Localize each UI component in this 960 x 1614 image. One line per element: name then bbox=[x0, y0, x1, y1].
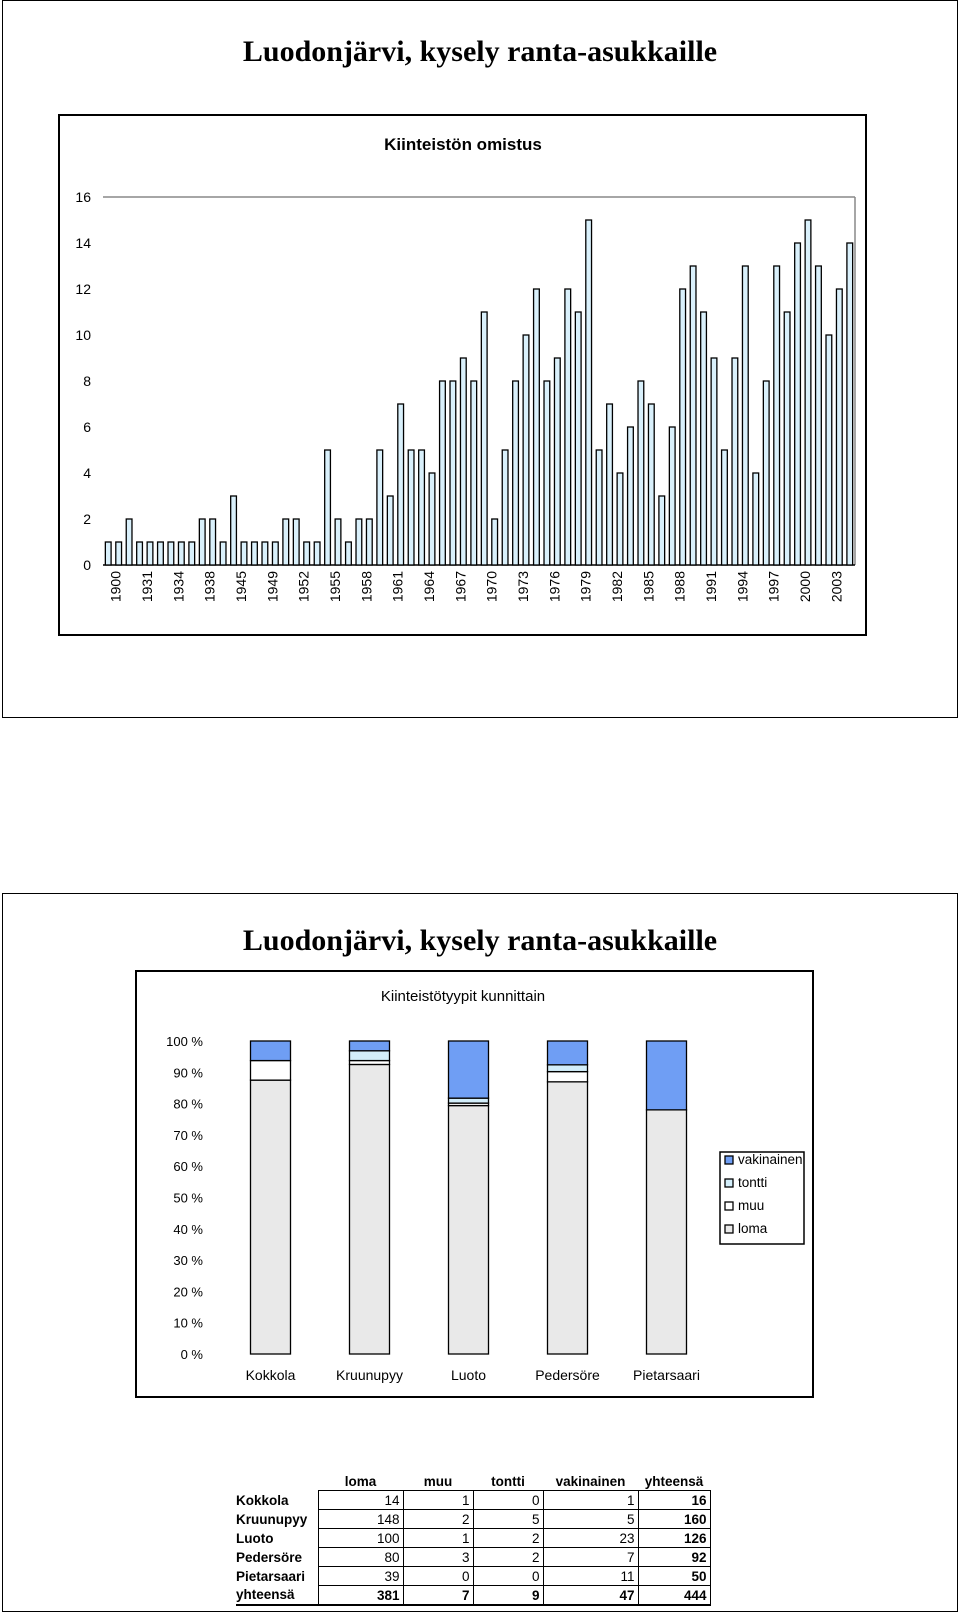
bar bbox=[366, 519, 372, 565]
bar bbox=[763, 381, 769, 565]
bar bbox=[701, 312, 707, 565]
bar bbox=[502, 450, 508, 565]
table-cell: 39 bbox=[318, 1567, 403, 1586]
bar bbox=[628, 427, 634, 565]
bar bbox=[272, 542, 278, 565]
table-cell: 126 bbox=[638, 1529, 710, 1548]
x-tick-label: 1938 bbox=[201, 571, 218, 603]
table-cell: 7 bbox=[403, 1586, 473, 1606]
y-tick-label: 6 bbox=[83, 419, 91, 435]
y-tick-label: 8 bbox=[83, 373, 91, 389]
bar-segment-tontti bbox=[350, 1051, 390, 1061]
bar bbox=[774, 266, 780, 565]
bar bbox=[450, 381, 456, 565]
table-cell: 3 bbox=[403, 1548, 473, 1567]
bar bbox=[638, 381, 644, 565]
y-tick-label: 2 bbox=[83, 511, 91, 527]
table-cell: 92 bbox=[638, 1548, 710, 1567]
table-cell: 160 bbox=[638, 1510, 710, 1529]
bar bbox=[575, 312, 581, 565]
x-tick-label: 1985 bbox=[640, 571, 657, 603]
bar bbox=[178, 542, 184, 565]
bar-segment-vakinainen bbox=[647, 1041, 687, 1110]
ownership-bar-chart bbox=[3, 1, 959, 719]
bar-segment-vakinainen bbox=[251, 1041, 291, 1061]
bar bbox=[805, 220, 811, 565]
bar bbox=[137, 542, 143, 565]
table-cell: 2 bbox=[473, 1548, 543, 1567]
table-cell: 1 bbox=[543, 1491, 638, 1510]
x-tick-label: 1973 bbox=[515, 571, 531, 603]
bar bbox=[742, 266, 748, 565]
bar bbox=[492, 519, 498, 565]
table-header-row bbox=[236, 1473, 710, 1491]
x-tick-label: 1976 bbox=[546, 571, 563, 603]
bar bbox=[523, 335, 529, 565]
row-label: Pedersöre bbox=[236, 1549, 303, 1565]
bar bbox=[711, 358, 717, 565]
row-label: yhteensä bbox=[236, 1586, 318, 1606]
bar bbox=[836, 289, 842, 565]
y-tick-label: 60 % bbox=[173, 1159, 203, 1175]
bar bbox=[481, 312, 487, 565]
table-cell: 100 bbox=[318, 1529, 403, 1548]
table-cell: 5 bbox=[543, 1510, 638, 1529]
table-cell: 47 bbox=[543, 1586, 638, 1606]
y-tick-label: 14 bbox=[75, 235, 91, 251]
bar bbox=[335, 519, 341, 565]
y-tick-label: 12 bbox=[75, 281, 91, 297]
y-tick-label: 0 % bbox=[180, 1347, 203, 1362]
row-label: Kokkola bbox=[236, 1492, 289, 1508]
x-tick-label: 1979 bbox=[577, 571, 594, 603]
bar bbox=[534, 289, 540, 565]
column-header: yhteensä bbox=[644, 1474, 704, 1489]
bar bbox=[419, 450, 425, 565]
bar bbox=[732, 358, 738, 565]
chart-title: Kiinteistötyypit kunnittain bbox=[380, 988, 546, 1005]
bar-segment-loma bbox=[548, 1082, 588, 1354]
table-cell: 5 bbox=[473, 1510, 543, 1529]
x-tick-label: 1949 bbox=[264, 571, 281, 603]
bar bbox=[105, 542, 111, 565]
row-label: Luoto bbox=[236, 1530, 274, 1546]
table-cell: 1 bbox=[403, 1491, 473, 1510]
table-cell: 23 bbox=[543, 1529, 638, 1548]
y-tick-label: 30 % bbox=[173, 1253, 203, 1269]
bar bbox=[554, 358, 560, 565]
bar bbox=[680, 289, 686, 565]
bar bbox=[231, 496, 237, 565]
x-tick-label: 1964 bbox=[421, 571, 437, 603]
table-cell: 0 bbox=[473, 1567, 543, 1586]
x-tick-label: 1961 bbox=[389, 571, 406, 603]
x-tick-label: 1931 bbox=[139, 571, 155, 603]
table-row bbox=[236, 1586, 710, 1606]
column-header bbox=[236, 1473, 318, 1491]
bar bbox=[440, 381, 446, 565]
legend-swatch bbox=[725, 1179, 733, 1187]
chart-title: Kiinteistön omistus bbox=[384, 135, 542, 154]
bar-segment-muu bbox=[548, 1072, 588, 1082]
column-header: tontti bbox=[491, 1474, 525, 1489]
bar bbox=[784, 312, 790, 565]
bar bbox=[262, 542, 268, 565]
bar bbox=[826, 335, 832, 565]
table-cell: 50 bbox=[638, 1567, 710, 1586]
x-tick-label: 1934 bbox=[170, 571, 187, 603]
bar bbox=[398, 404, 404, 565]
table-cell: 1 bbox=[403, 1529, 473, 1548]
bar bbox=[304, 542, 310, 565]
y-tick-label: 10 bbox=[75, 327, 91, 343]
bar bbox=[325, 450, 331, 565]
table-row bbox=[236, 1567, 710, 1586]
bar-segment-loma bbox=[647, 1110, 687, 1354]
x-tick-label: Kruunupyy bbox=[336, 1367, 403, 1383]
table-row bbox=[236, 1510, 710, 1529]
slide-property-types bbox=[2, 893, 958, 1612]
bar bbox=[565, 289, 571, 565]
row-label: Pietarsaari bbox=[236, 1568, 306, 1584]
bar bbox=[659, 496, 665, 565]
bar bbox=[220, 542, 226, 565]
slide-title: Luodonjärvi, kysely ranta-asukkaille bbox=[242, 35, 718, 68]
bar-segment-vakinainen bbox=[548, 1041, 588, 1065]
bar-segment-vakinainen bbox=[350, 1041, 390, 1051]
summary-table bbox=[236, 1473, 711, 1606]
bar bbox=[377, 450, 383, 565]
bar bbox=[408, 450, 414, 565]
x-tick-label: 1982 bbox=[609, 571, 625, 603]
x-tick-label: 1900 bbox=[107, 571, 124, 603]
legend-swatch bbox=[725, 1225, 733, 1233]
x-tick-label: 1952 bbox=[295, 571, 312, 603]
bar bbox=[429, 473, 435, 565]
bar-segment-tontti bbox=[548, 1065, 588, 1072]
bar bbox=[607, 404, 613, 565]
bar bbox=[314, 542, 320, 565]
table-cell: 444 bbox=[638, 1586, 710, 1606]
bar bbox=[722, 450, 728, 565]
x-tick-label: Pietarsaari bbox=[633, 1367, 700, 1383]
legend-swatch bbox=[725, 1202, 733, 1210]
x-tick-label: 1945 bbox=[233, 571, 249, 603]
y-tick-label: 50 % bbox=[173, 1190, 203, 1206]
y-tick-label: 90 % bbox=[173, 1065, 203, 1081]
legend-label: vakinainen bbox=[738, 1152, 803, 1167]
x-tick-label: 1958 bbox=[358, 571, 375, 603]
row-label: Kruunupyy bbox=[236, 1511, 308, 1527]
x-tick-label: 1967 bbox=[452, 571, 469, 603]
x-tick-label: 1994 bbox=[734, 571, 751, 603]
x-tick-label: 1991 bbox=[703, 571, 719, 603]
y-tick-label: 10 % bbox=[173, 1315, 203, 1331]
column-header: loma bbox=[344, 1474, 377, 1489]
x-tick-label: Kokkola bbox=[245, 1367, 296, 1383]
bar-segment-tontti bbox=[449, 1098, 489, 1103]
y-tick-label: 40 % bbox=[173, 1221, 203, 1237]
y-tick-label: 80 % bbox=[173, 1096, 203, 1112]
x-tick-label: 2000 bbox=[797, 571, 813, 603]
bar bbox=[795, 243, 801, 565]
bar bbox=[513, 381, 519, 565]
y-tick-label: 20 % bbox=[173, 1284, 203, 1300]
slide-ownership bbox=[2, 0, 958, 718]
table-cell: 11 bbox=[543, 1567, 638, 1586]
table-row bbox=[236, 1491, 710, 1510]
table-cell: 381 bbox=[318, 1586, 403, 1606]
bar bbox=[293, 519, 299, 565]
bar bbox=[387, 496, 393, 565]
bar bbox=[816, 266, 822, 565]
bar bbox=[189, 542, 195, 565]
bar bbox=[669, 427, 675, 565]
table-cell: 148 bbox=[318, 1510, 403, 1529]
bar-segment-loma bbox=[449, 1106, 489, 1354]
bar bbox=[648, 404, 654, 565]
x-tick-label: 1955 bbox=[327, 571, 343, 603]
table-cell: 0 bbox=[473, 1491, 543, 1510]
bar bbox=[147, 542, 153, 565]
x-tick-label: 1988 bbox=[671, 571, 688, 603]
legend-swatch bbox=[725, 1156, 733, 1164]
bar-segment-muu bbox=[251, 1061, 291, 1081]
x-tick-label: 1970 bbox=[483, 571, 500, 603]
bar bbox=[753, 473, 759, 565]
bar bbox=[544, 381, 550, 565]
table-cell: 7 bbox=[543, 1548, 638, 1567]
table-cell: 14 bbox=[318, 1491, 403, 1510]
x-tick-label: 1997 bbox=[765, 571, 782, 603]
legend-label: tontti bbox=[738, 1175, 768, 1190]
legend-label: muu bbox=[738, 1198, 765, 1213]
bar bbox=[690, 266, 696, 565]
x-tick-label: 2003 bbox=[828, 571, 845, 603]
table-cell: 2 bbox=[473, 1529, 543, 1548]
bar bbox=[460, 358, 466, 565]
y-tick-label: 0 bbox=[83, 557, 91, 573]
y-tick-label: 70 % bbox=[173, 1127, 203, 1143]
bar bbox=[252, 542, 258, 565]
bar bbox=[210, 519, 216, 565]
y-tick-label: 16 bbox=[75, 189, 91, 205]
bar bbox=[126, 519, 132, 565]
column-header: vakinainen bbox=[555, 1474, 626, 1489]
table-cell: 0 bbox=[403, 1567, 473, 1586]
bar bbox=[168, 542, 174, 565]
bar bbox=[199, 519, 205, 565]
bar bbox=[847, 243, 853, 565]
x-tick-label: Pedersöre bbox=[535, 1367, 600, 1383]
table-cell: 2 bbox=[403, 1510, 473, 1529]
table-cell: 80 bbox=[318, 1548, 403, 1567]
legend-label: loma bbox=[738, 1221, 768, 1236]
bar-segment-loma bbox=[251, 1080, 291, 1354]
slide-title: Luodonjärvi, kysely ranta-asukkaille bbox=[242, 924, 718, 957]
bar bbox=[241, 542, 247, 565]
bar bbox=[346, 542, 352, 565]
table-cell: 16 bbox=[638, 1491, 710, 1510]
bar bbox=[617, 473, 623, 565]
table-row bbox=[236, 1548, 710, 1567]
bar bbox=[283, 519, 289, 565]
bar bbox=[116, 542, 122, 565]
column-header: muu bbox=[423, 1474, 453, 1489]
bar bbox=[586, 220, 592, 565]
y-tick-label: 4 bbox=[83, 465, 91, 481]
bar bbox=[596, 450, 602, 565]
bar bbox=[158, 542, 164, 565]
bar-segment-loma bbox=[350, 1064, 390, 1354]
bar-segment-vakinainen bbox=[449, 1041, 489, 1098]
y-tick-label: 100 % bbox=[166, 1034, 203, 1049]
bar bbox=[356, 519, 362, 565]
x-tick-label: Luoto bbox=[450, 1367, 487, 1383]
bar bbox=[471, 381, 477, 565]
table-row bbox=[236, 1529, 710, 1548]
table-cell: 9 bbox=[473, 1586, 543, 1606]
